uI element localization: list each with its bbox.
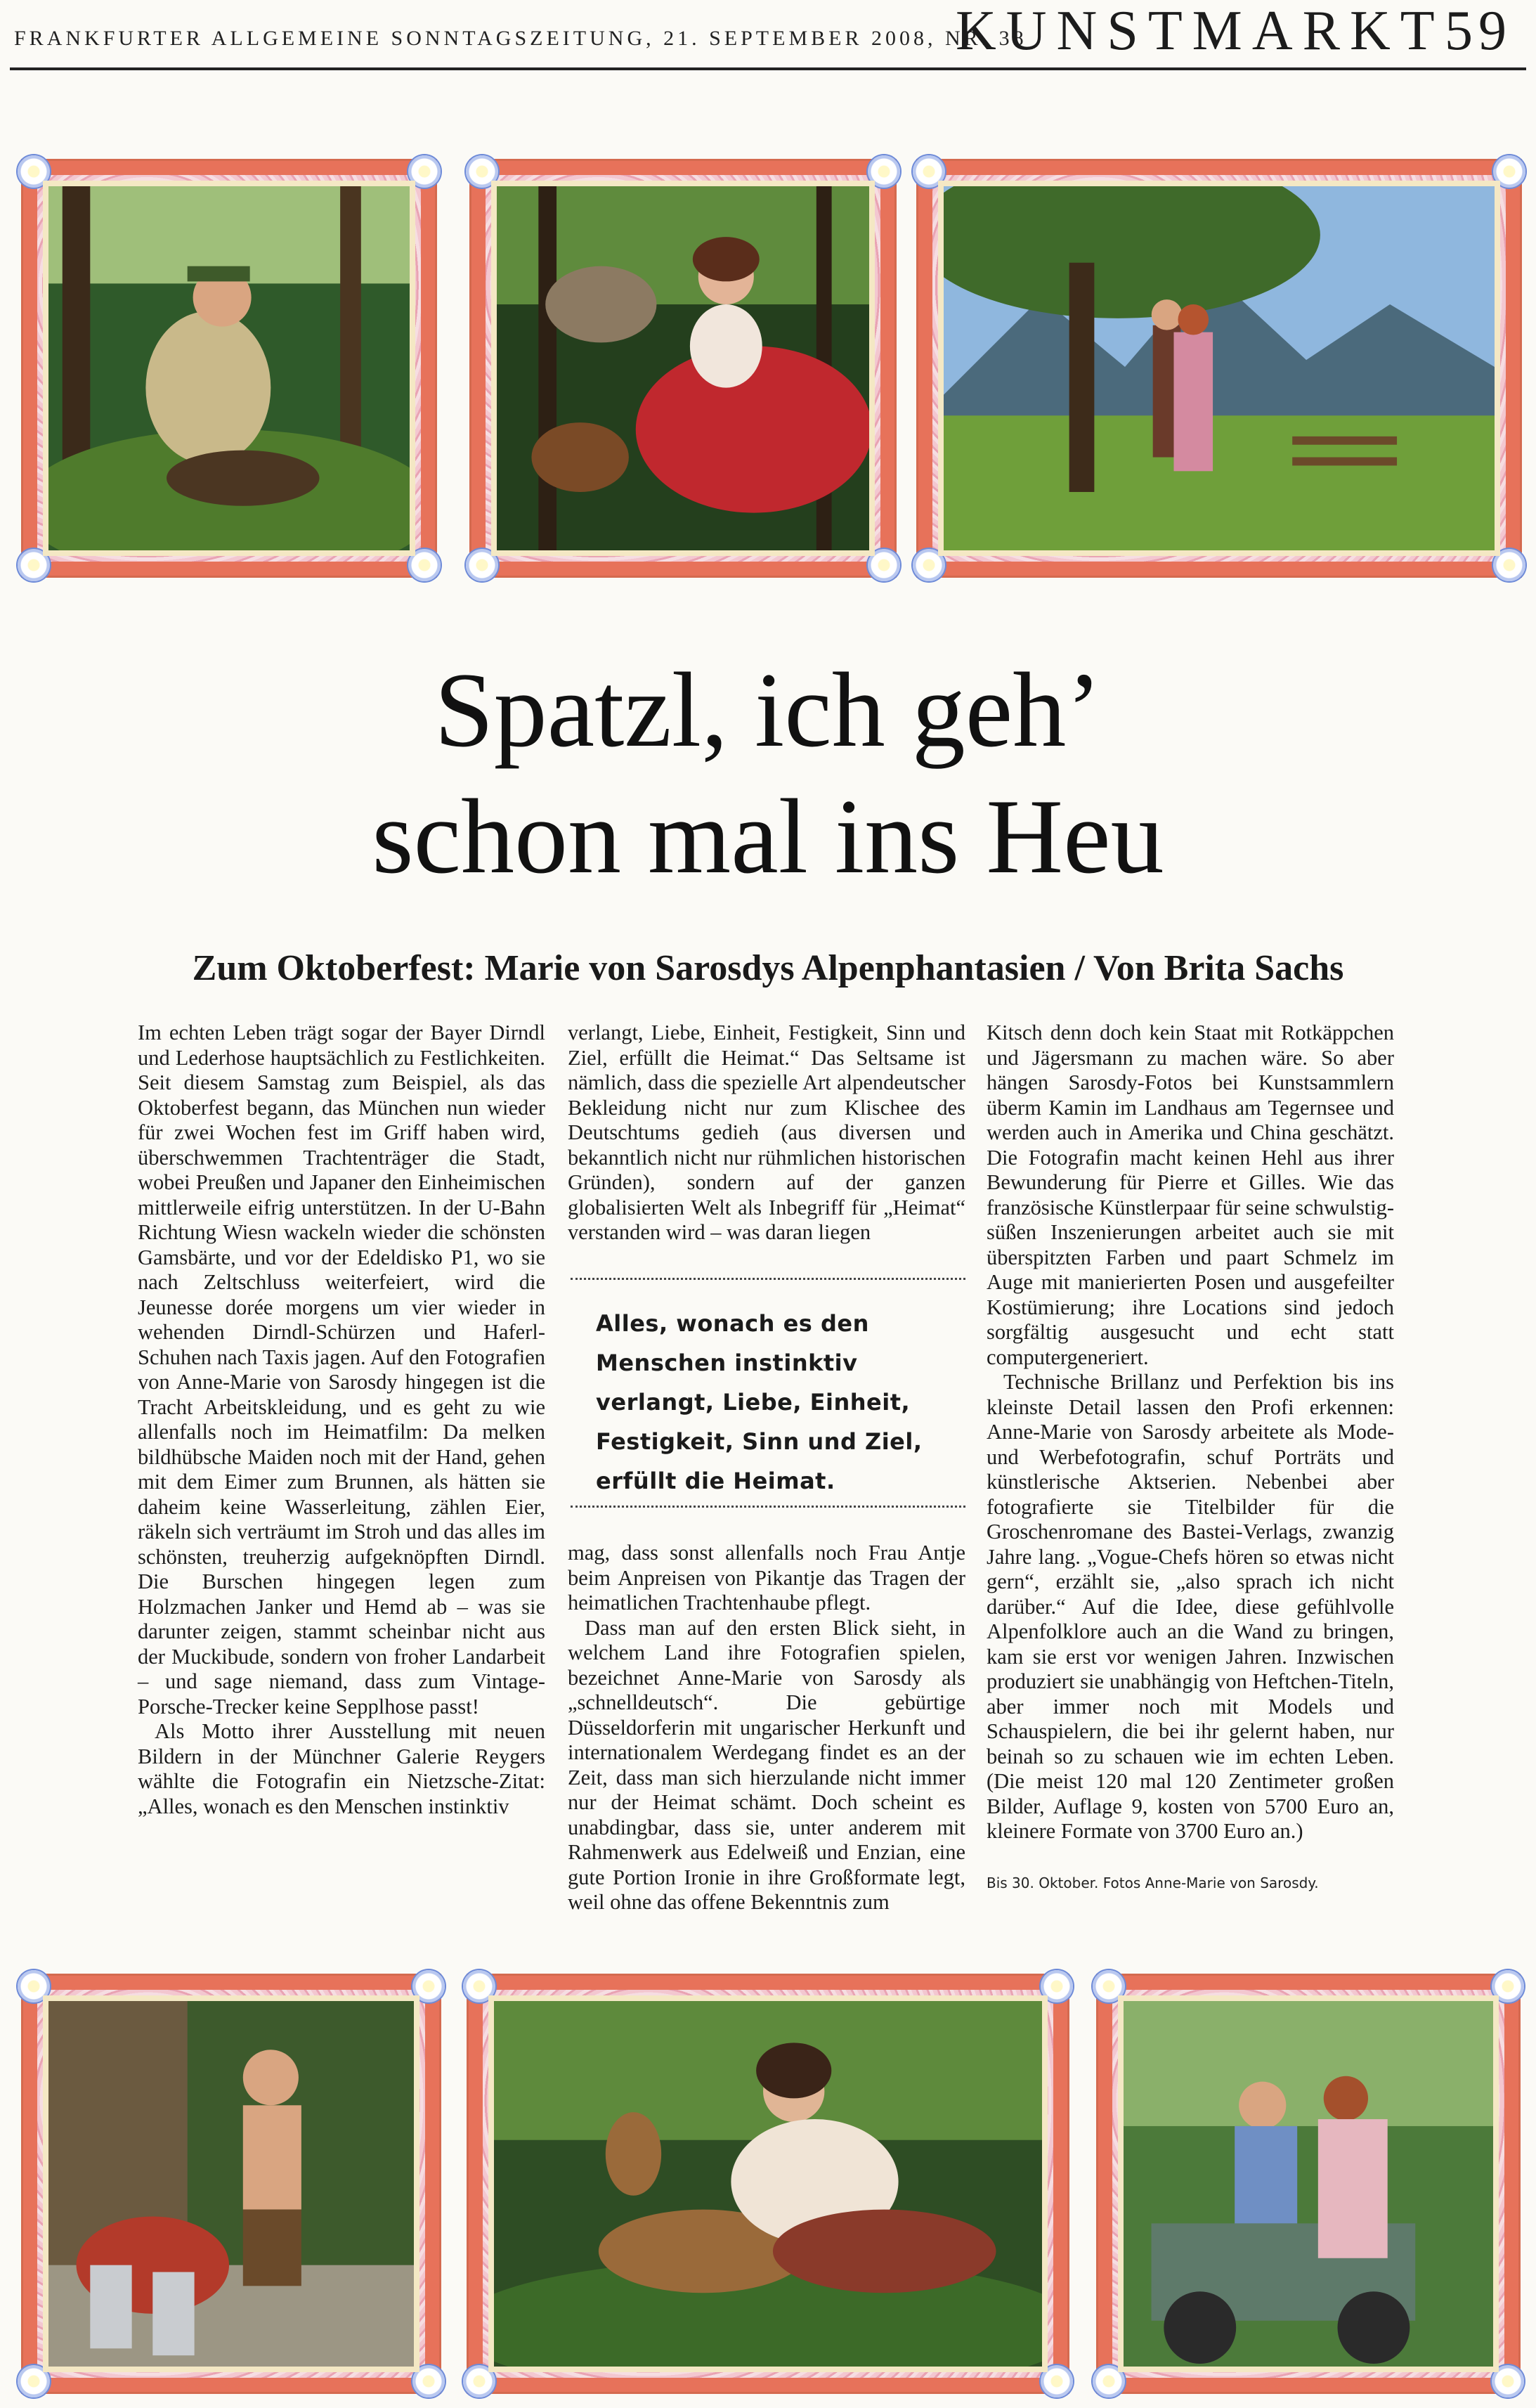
photo-woodcutter-frame <box>21 1974 441 2394</box>
gentian-flower-icon <box>1492 2365 1524 2397</box>
gentian-flower-icon <box>1492 1970 1524 2002</box>
paragraph: Technische Brillanz und Perfektion bis ins kleinste Detail lassen den Profi erkennen: Anne-Marie von Sarosdy arbeitete als Mode- und Werbefotografin, schuf Porträts und künstlerische Aktserien. Nebenbei aber fotografierte sie Titelbilder für die Groschenromane des Bastei-Verlags, zwanzig Jahre lang. „Vogue-Chefs hören so etwas nicht gern“, erzählt sie, „also sprach ich nicht darüber.“ Auf die Idee, diese gefühlvolle Alpenfolklore auch an die Wand zu bringen, kam sie erst vor wenigen Jahren. Inzwischen produziert sie unabhängig von Heftchen-Titeln, aber immer noch mit Models und Schauspielern, die bei ihr gelernt haben, nur beinah so zu schauen wie im echten Leben. (Die meist 120 mal 120 Zentimeter großen Bilder, Auflage 9, kosten von 5700 Euro an, kleinere Formate von 3700 Euro an.) <box>987 1370 1394 1843</box>
photo-woman-deer <box>494 2001 1042 2367</box>
paragraph: verlangt, Liebe, Einheit, Festigkeit, Sinn und Ziel, erfüllt die Heimat.“ Das Seltsame ist nämlich, dass die spezielle Art alpendeutscher Bekleidung nicht nur zum Klischee des Deutschtums gedieh (aus diversen und bekanntlich nicht nur rühmlichen historischen Gründen), sondern auf der ganzen globalisierten Welt als Inbegriff für „Heimat“ verstanden wird – was daran liegen <box>568 1021 965 1244</box>
gentian-flower-icon <box>913 549 945 581</box>
gentian-flower-icon <box>466 549 498 581</box>
photo-couple-tractor-frame <box>1096 1974 1521 2394</box>
gentian-flower-icon <box>913 155 945 188</box>
gentian-flower-icon <box>1493 155 1525 188</box>
pullquote-rule-bottom <box>571 1506 965 1508</box>
paragraph: Im echten Leben trägt sogar der Bayer Dirndl und Lederhose hauptsächlich zu Festlichkeiten. Seit diesem Samstag zum Beispiel, als das Oktoberfest begann, das München nun wieder für zwei Wochen fest im Griff haben wird, überschwemmen Trachtenträger die Stadt, wobei Preußen und Japaner den Einheimischen mittlerweile eifrig unterstützen. In der U-Bahn Richtung Wiesn wackeln wieder die schönsten Gamsbärte, und vor der Edeldisko P1, wo sie nach Zeltschluss weiterfeiert, wird die Jeunesse dorée morgens um vier wieder in wehenden Dirndl-Schürzen und Haferl-Schuhen nach Taxis jagen. Auf den Fotografien von Anne-Marie von Sarosdy hingegen ist die Tracht Arbeitskleidung, und es geht zu wie allenfalls noch im Heimatfilm: Da melken bildhübsche Maiden noch mit der Hand, gehen mit dem Eimer zum Brunnen, als hätten sie daheim keine Wasserleitung, zählen Eier, räkeln sich verträumt im Stroh und das alles im schönsten, treuherzig aufgeknöpften Dirndl. Die Burschen hingegen legen zum Holzmachen Janker und Hemd ab – was sie darunter zeigen, stammt scheinbar nicht aus der Muckibude, sondern von froher Landarbeit – und sage niemand, dass zum Vintage-Porsche-Trecker keine Sepplhose passt! <box>138 1021 545 1718</box>
article-column-1 <box>138 1021 545 1819</box>
page-number: 59 <box>1445 0 1512 62</box>
gentian-flower-icon <box>18 2365 50 2397</box>
gentian-flower-icon <box>463 2365 495 2397</box>
gentian-flower-icon <box>18 1970 50 2002</box>
section-title: KUNSTMARKT <box>956 0 1445 62</box>
photo-couple-mountains <box>944 186 1495 550</box>
photo-red-riding-hood-frame <box>469 159 897 578</box>
headline-line-2: schon mal ins Heu <box>372 777 1164 895</box>
photo-woman-deer-frame <box>467 1974 1069 2394</box>
article-subtitle: Zum Oktoberfest: Marie von Sarosdys Alpenphantasien / Von Brita Sachs <box>192 948 1344 988</box>
gentian-flower-icon <box>408 155 441 188</box>
gentian-flower-icon <box>18 155 50 188</box>
gentian-flower-icon <box>408 549 441 581</box>
headline-line-1: Spatzl, ich geh’ <box>434 651 1102 769</box>
gentian-flower-icon <box>463 1970 495 2002</box>
article-column-2-top <box>568 1021 965 1245</box>
gentian-flower-icon <box>1493 549 1525 581</box>
gentian-flower-icon <box>868 549 900 581</box>
pull-quote: Alles, wonach es den Menschen instinktiv verlangt, Liebe, Einheit, Festigkeit, Sinn und Ziel, erfüllt die Heimat. <box>596 1310 923 1494</box>
article-headline <box>0 647 1536 900</box>
photo-woodcutter <box>48 2001 414 2367</box>
masthead-rule <box>10 67 1526 70</box>
photo-couple-tractor <box>1124 2001 1493 2367</box>
photo-red-riding-hood <box>497 186 869 550</box>
paragraph: Als Motto ihrer Ausstellung mit neuen Bildern in der Münchner Galerie Reygers wählte die Fotografin ein Nietzsche-Zitat: „Alles, wonach es den Menschen instinktiv <box>138 1719 545 1818</box>
gentian-flower-icon <box>412 2365 445 2397</box>
gentian-flower-icon <box>1041 2365 1073 2397</box>
pullquote-rule-top <box>571 1278 965 1280</box>
paragraph: Kitsch denn doch kein Staat mit Rotkäppchen und Jägersmann zu machen wäre. So aber hängen Sarosdy-Fotos bei Kunstsammlern überm Kamin im Landhaus am Tegernsee und werden auch in Amerika und China geschätzt. Die Fotografin macht keinen Hehl aus ihrer Bewunderung für Pierre et Gilles. Wie das französische Künstlerpaar für seine schwulstig-süßen Inszenierungen arbeitet auch sie mit überspitzten Farben und paart Schmelz im Auge mit manierierten Posen und ausgefeilter Kostümierung; ihre Locations sind jedoch sorgfältig ausgesucht und echt statt computergeneriert. <box>987 1021 1394 1369</box>
paragraph: Dass man auf den ersten Blick sieht, in welchem Land ihre Fotografien spielen, bezeichnet Anne-Marie von Sarosdy als „schnelldeutsch“. Die gebürtige Düsseldorferin mit ungarischer Herkunft und internationalem Werdegang findet es an der Zeit, dass man sich hierzulande nicht immer nur der Heimat schämt. Doch scheint es unabdingbar, dass sie, unter anderem mit Rahmenwerk aus Edelweiß und Enzian, eine gute Portion Ironie in ihre Großformate legt, weil ohne das offene Bekenntnis zum <box>568 1615 965 1914</box>
gentian-flower-icon <box>1093 2365 1125 2397</box>
photo-couple-mountains-frame <box>916 159 1522 578</box>
photo-hunter <box>48 186 410 550</box>
newspaper-masthead: FRANKFURTER ALLGEMEINE SONNTAGSZEITUNG, 21. SEPTEMBER 2008, NR. 38 <box>14 27 1027 50</box>
gentian-flower-icon <box>1093 1970 1125 2002</box>
article-column-3 <box>987 1021 1394 1844</box>
article-column-2-bottom <box>568 1541 965 1915</box>
photo-hunter-frame <box>21 159 437 578</box>
gentian-flower-icon <box>868 155 900 188</box>
gentian-flower-icon <box>412 1970 445 2002</box>
photo-caption: Bis 30. Oktober. Fotos Anne-Marie von Sarosdy. <box>987 1875 1319 1891</box>
gentian-flower-icon <box>18 549 50 581</box>
gentian-flower-icon <box>1041 1970 1073 2002</box>
paragraph: mag, dass sonst allenfalls noch Frau Antje beim Anpreisen von Pikantje das Tragen der heimatlichen Trachtenhaube pflegt. <box>568 1541 965 1614</box>
gentian-flower-icon <box>466 155 498 188</box>
